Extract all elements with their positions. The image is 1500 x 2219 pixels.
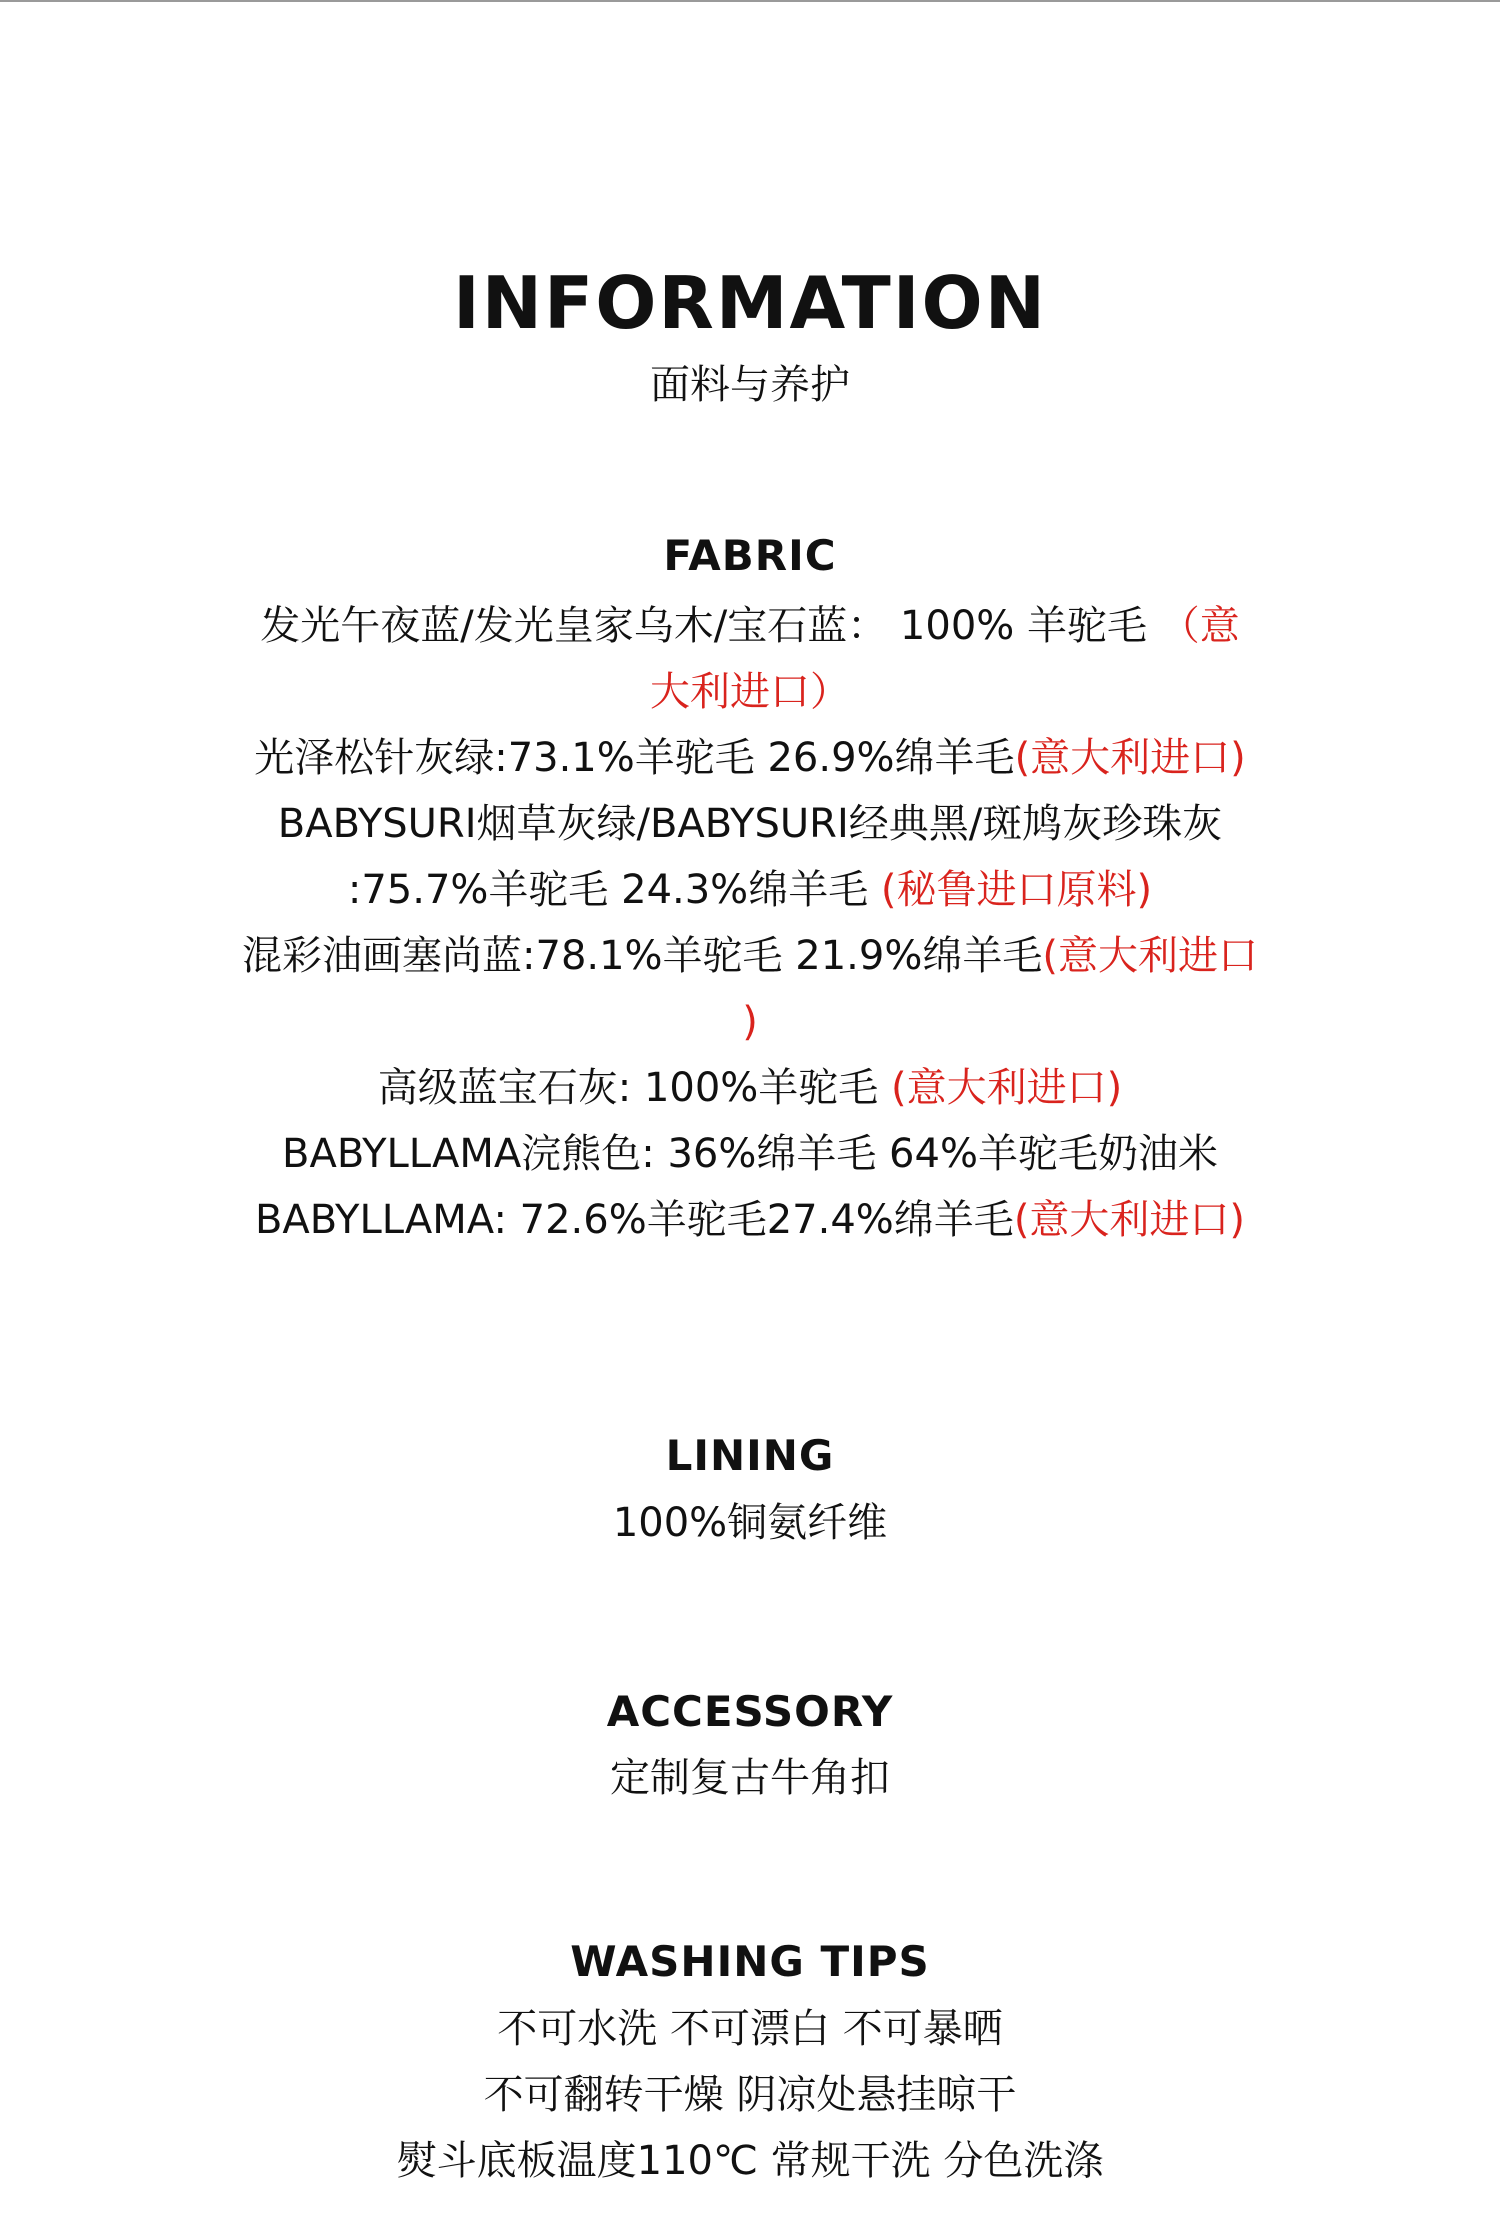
top-divider (0, 0, 1500, 2)
fabric-origin-note: ) (742, 999, 758, 1045)
fabric-list (110, 593, 1390, 1253)
fabric-heading: FABRIC (663, 531, 837, 580)
fabric-line (110, 923, 1390, 989)
fabric-line (110, 857, 1390, 923)
fabric-line (110, 791, 1390, 857)
fabric-origin-note: (意大利进口) (891, 1065, 1123, 1111)
fabric-line (110, 989, 1390, 1055)
fabric-line (110, 659, 1390, 725)
page-title: INFORMATION (452, 261, 1048, 345)
fabric-origin-note: (意大利进口) (1014, 735, 1246, 781)
washing-tip: 不可水洗 不可漂白 不可暴晒 (497, 2006, 1003, 2052)
washing-tip: 不可翻转干燥 阴凉处悬挂晾干 (483, 2072, 1017, 2118)
washing-heading: WASHING TIPS (570, 1937, 930, 1986)
fabric-composition: 光泽松针灰绿:73.1%羊驼毛 26.9%绵羊毛 (254, 735, 1015, 781)
fabric-composition: BABYLLAMA: 72.6%羊驼毛27.4%绵羊毛 (254, 1197, 1014, 1243)
fabric-composition: 混彩油画塞尚蓝:78.1%羊驼毛 21.9%绵羊毛 (242, 933, 1043, 979)
fabric-origin-note: 大利进口） (650, 669, 850, 715)
washing-list (0, 1996, 1500, 2194)
washing-tip: 熨斗底板温度110℃ 常规干洗 分色洗涤 (396, 2138, 1104, 2184)
fabric-line (110, 593, 1390, 659)
fabric-origin-note: (意大利进口 (1042, 933, 1258, 979)
fabric-origin-note: (意大利进口) (1013, 1197, 1246, 1243)
fabric-composition: 高级蓝宝石灰: 100%羊驼毛 (377, 1065, 892, 1111)
fabric-composition: BABYSURI烟草灰绿/BABYSURI经典黑/斑鸠灰珍珠灰 (277, 801, 1223, 847)
fabric-composition: :75.7%羊驼毛 24.3%绵羊毛 (347, 867, 881, 913)
accessory-heading: ACCESSORY (606, 1687, 894, 1736)
fabric-composition: 发光午夜蓝/发光皇家乌木/宝石蓝： 100% 羊驼毛 (260, 603, 1160, 649)
fabric-line (110, 725, 1390, 791)
lining-text: 100%铜氨纤维 (612, 1500, 888, 1546)
fabric-origin-note: (秘鲁进口原料) (880, 867, 1153, 913)
accessory-text: 定制复古牛角扣 (610, 1755, 890, 1801)
fabric-line (110, 1187, 1390, 1253)
page-subtitle: 面料与养护 (650, 362, 850, 408)
fabric-composition: BABYLLAMA浣熊色: 36%绵羊毛 64%羊驼毛奶油米 (282, 1131, 1218, 1177)
lining-heading: LINING (665, 1431, 835, 1480)
fabric-line (110, 1121, 1390, 1187)
fabric-origin-note: （意 (1159, 603, 1240, 649)
fabric-line (110, 1055, 1390, 1121)
